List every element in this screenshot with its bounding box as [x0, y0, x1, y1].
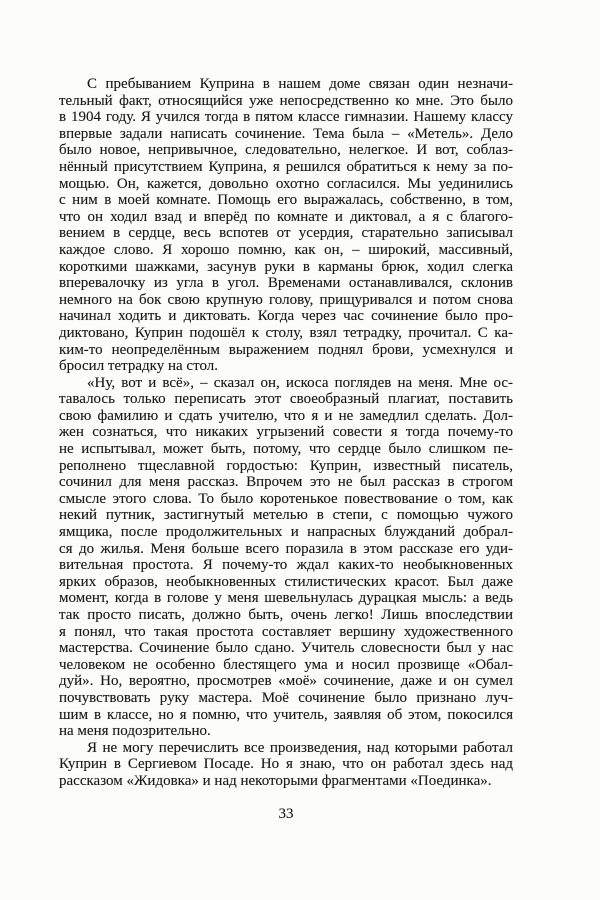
paragraph — [59, 375, 513, 740]
text-line: вительная простота. Я почему-то ждал каких-то необыкновенных — [59, 557, 513, 574]
text-line: реполнено тщеславной гордостью: Куприн, известный писатель, — [59, 457, 513, 474]
text-line: дуй». Но, вероятно, просмотрев «моё» сочинение, даже и он сумел — [59, 673, 513, 690]
text-line: было новое, непривычное, следовательно, нелегкое. И вот, соблаз- — [59, 142, 513, 159]
paragraph — [59, 76, 513, 375]
text-line: нённый присутствием Куприна, я решился обратиться к нему за по- — [59, 158, 513, 175]
text-line: ким-то неопределённым выражением поднял брови, усмехнулся и — [59, 341, 513, 358]
text-line: я понял, что такая простота составляет вершину художественного — [59, 623, 513, 640]
text-line: рассказом «Жидовка» и над некоторыми фрагментами «Поединка». — [59, 772, 492, 789]
text-line: тавалось только переписать этот своеобразный плагиат, поставить — [59, 391, 513, 408]
text-line: в 1904 году. Я учился тогда в пятом классе гимназии. Нашему классу — [59, 109, 513, 126]
text-line: каждое слово. Я хорошо помню, как он, – широкий, массивный, — [59, 241, 513, 258]
text-line: Куприн в Сергиевом Посаде. Но я знаю, что он работал здесь над — [59, 756, 513, 773]
text-line: момент, когда в голове у меня шевельнулась дурацкая мысль: а ведь — [59, 590, 513, 607]
text-line: С пребыванием Куприна в нашем доме связан один незначи- — [87, 76, 513, 92]
text-line: бросил тетрадку на стол. — [59, 358, 218, 375]
text-line: почувствовать руку мастера. Моё сочинение было признано луч- — [59, 689, 513, 706]
page-text — [59, 76, 513, 790]
text-line: короткими шажками, засунув руки в карманы брюк, ходил слегка — [59, 258, 513, 275]
text-line: мастерства. Сочинение было сдано. Учитель словесности был у нас — [59, 640, 513, 657]
text-line: с ним в моей комнате. Помощь его выражалась, собственно, в том, — [59, 192, 513, 209]
text-line: человеком не особенно блестящего ума и носил прозвище «Обал- — [59, 656, 513, 673]
text-line: «Ну, вот и всё», – сказал он, искоса поглядев на меня. Мне ос- — [87, 374, 513, 391]
text-line: ся до жилья. Меня больше всего поразила в этом рассказе его уди- — [59, 540, 513, 557]
text-line: некий путник, застигнутый метелью в степи, с помощью чужого — [59, 507, 513, 524]
text-line: так просто писать, должно быть, очень легко! Лишь впоследствии — [59, 607, 513, 623]
text-line: смысле этого слова. То было коротенькое повествование о том, как — [59, 490, 513, 507]
text-line: вперевалочку из угла в угол. Временами останавливался, склонив — [59, 275, 513, 292]
page-number: 33 — [278, 806, 294, 822]
text-line: что он ходил взад и вперёд по комнате и диктовал, а я с благого- — [59, 208, 513, 225]
text-line: ярких образов, необыкновенных стилистических красот. Был даже — [59, 573, 513, 590]
text-line: диктовано, Куприн подошёл к столу, взял тетрадку, прочитал. С ка- — [59, 324, 513, 341]
text-line: Я не могу перечислить все произведения, над которыми работал — [87, 739, 513, 756]
text-line: сочинил для меня рассказ. Впрочем это не был рассказ в строгом — [59, 474, 513, 491]
text-line: не испытывал, может быть, потому, что сердце было слишком пе- — [59, 441, 513, 458]
text-line: впервые задали написать сочинение. Тема была – «Метель». Дело — [59, 125, 513, 142]
text-line: свою фамилию и сдать учителю, что я и не замедлил сделать. Дол- — [59, 407, 513, 424]
text-line: тельный факт, относящийся уже непосредственно ко мне. Это было — [59, 92, 513, 109]
text-line: мощью. Он, кажется, довольно охотно согласился. Мы уединились — [59, 175, 513, 192]
text-line: начинал ходить и диктовать. Когда через час сочинение было про- — [59, 308, 513, 325]
text-line: шим в классе, но я помню, что учитель, заявляя об этом, покосился — [59, 706, 513, 723]
text-line: на меня подозрительно. — [59, 723, 211, 740]
paragraph — [59, 740, 513, 790]
text-line: жен сознаться, что никаких угрызений совести я тогда почему-то — [59, 424, 513, 441]
text-line: вением в сердце, весь вспотев от усердия, старательно записывал — [59, 225, 513, 242]
text-line: немного на бок свою крупную голову, прищуривался и потом снова — [59, 291, 513, 308]
text-line: ямщика, после продолжительных и напрасных блужданий добрал- — [59, 524, 513, 541]
